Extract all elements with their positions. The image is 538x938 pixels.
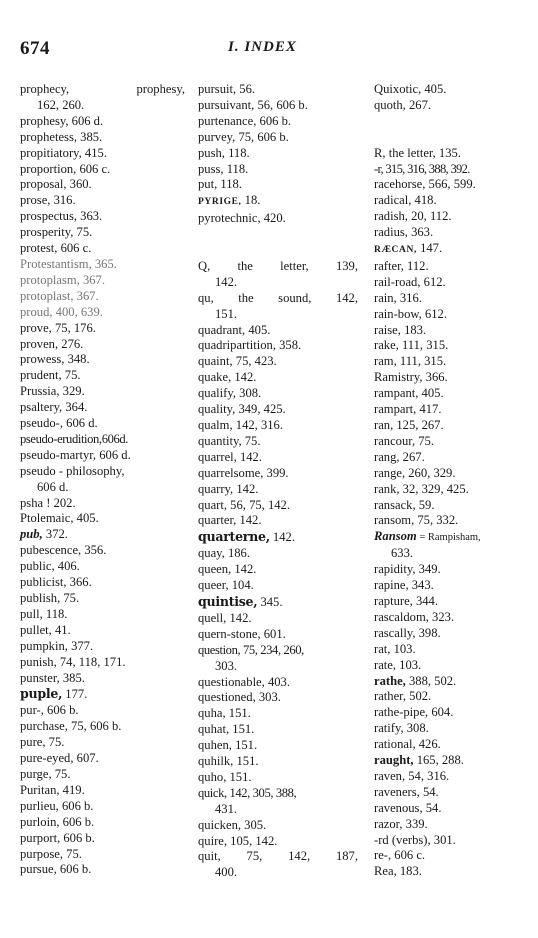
index-entry: ram, 111, 315.: [374, 354, 447, 369]
entry-headword: raught,: [374, 753, 414, 768]
index-entry: [198, 259, 358, 275]
running-title: I. INDEX: [228, 39, 297, 55]
index-entry: ravenous, 54.: [374, 800, 442, 815]
column-spacer: [198, 227, 358, 243]
entry-headword: quintise,: [198, 593, 258, 609]
column-spacer: [198, 243, 358, 259]
index-entry: rafter, 112.: [374, 258, 429, 273]
index-entry: purport, 606 b.: [20, 830, 95, 845]
entry-word: 75,: [246, 849, 263, 864]
index-entry: quarry, 142.: [198, 481, 259, 496]
entry-headword: RÆCAN,: [374, 245, 417, 256]
index-entry: [198, 529, 358, 546]
index-entry: [374, 753, 534, 769]
index-entry: pseudo-erudition,606d.: [20, 431, 129, 446]
index-entry: rapine, 343.: [374, 578, 434, 593]
index-entry-continuation: 633.: [391, 546, 414, 561]
entry-references: 372.: [42, 527, 68, 542]
entry-word: quit,: [198, 849, 221, 864]
entry-word: 142,: [288, 849, 311, 864]
entry-headword: quarterne,: [198, 529, 270, 545]
index-entry: Prussia, 329.: [20, 384, 85, 399]
index-entry-continuation: 151.: [215, 306, 238, 321]
index-entry: pure, 75.: [20, 735, 65, 750]
index-entry: R, the letter, 135.: [374, 145, 461, 160]
index-entry: quell, 142.: [198, 610, 252, 625]
index-entry: purtenance, 606 b.: [198, 113, 292, 128]
index-entry: protoplast, 367.: [20, 288, 99, 303]
index-entry: purloin, 606 b.: [20, 814, 95, 829]
index-entry: rampart, 417.: [374, 402, 442, 417]
index-entry: razor, 339.: [374, 816, 428, 831]
entry-references: 177.: [62, 687, 88, 702]
index-entry: pure-eyed, 607.: [20, 751, 99, 766]
index-entry: rate, 103.: [374, 657, 422, 672]
entry-references: 142.: [269, 530, 295, 545]
index-entry: quick, 142, 305, 388,: [198, 785, 297, 800]
entry-references: 18.: [241, 193, 261, 208]
index-entry: Protestantism, 365.: [20, 256, 117, 271]
index-entry: rain-bow, 612.: [374, 306, 447, 321]
index-entry: prosperity, 75.: [20, 225, 93, 240]
index-entry: proposal, 360.: [20, 177, 92, 192]
index-entry: radius, 363.: [374, 225, 434, 240]
index-entry: rang, 267.: [374, 449, 425, 464]
index-entry: pseudo - philosophy,: [20, 463, 125, 478]
index-entry: psaltery, 364.: [20, 400, 88, 415]
index-entry: proven, 276.: [20, 336, 84, 351]
index-entry: rail-road, 612.: [374, 274, 446, 289]
index-entry: quoth, 267.: [374, 97, 432, 112]
index-entry: raven, 54, 316.: [374, 768, 450, 783]
index-entry-continuation: 606 d.: [37, 479, 69, 494]
entry-headword: puple,: [20, 686, 63, 702]
index-entry: quern-stone, 601.: [198, 626, 286, 641]
index-entry: quarter, 142.: [198, 513, 262, 528]
index-entry: ratify, 308.: [374, 721, 429, 736]
index-entry: re-, 606 c.: [374, 848, 426, 863]
index-entry: quadrant, 405.: [198, 322, 271, 337]
index-entry-continuation: 400.: [215, 865, 238, 880]
entry-word: 187,: [335, 849, 358, 864]
index-entry: [198, 193, 358, 211]
index-entry: puss, 118.: [198, 161, 249, 176]
index-entry: quality, 349, 425.: [198, 402, 286, 417]
index-entry: quho, 151.: [198, 769, 252, 784]
index-entry: rapture, 344.: [374, 593, 438, 608]
index-entry: [20, 686, 185, 703]
index-entry: psha ! 202.: [20, 495, 76, 510]
entry-word: prophecy,: [20, 82, 70, 96]
index-entry: prowess, 348.: [20, 352, 90, 367]
entry-headword: Ransom: [374, 529, 417, 544]
index-entry: [20, 527, 185, 543]
index-entry: purpose, 75.: [20, 846, 82, 861]
index-entry: quire, 105, 142.: [198, 833, 278, 848]
index-entry: prove, 75, 176.: [20, 320, 96, 335]
index-entry: quart, 56, 75, 142.: [198, 497, 290, 512]
index-entry: rathe-pipe, 604.: [374, 705, 454, 720]
index-entry: proud, 400, 639.: [20, 304, 103, 319]
entry-references: 165, 288.: [413, 753, 464, 768]
index-entry: ransom, 75, 332.: [374, 513, 459, 528]
entry-headword: pub,: [20, 527, 43, 542]
index-entry: purchase, 75, 606 b.: [20, 719, 122, 734]
index-entry: pullet, 41.: [20, 622, 71, 637]
index-entry: quaint, 75, 423.: [198, 354, 277, 369]
entry-word: the: [238, 290, 254, 305]
entry-word: qu,: [198, 290, 214, 305]
index-entry: ransack, 59.: [374, 497, 435, 512]
index-entry: quicken, 305.: [198, 817, 267, 832]
index-entry: ran, 125, 267.: [374, 418, 444, 432]
index-entry: radical, 418.: [374, 193, 437, 208]
index-entry: Quixotic, 405.: [374, 82, 447, 96]
index-entry: rational, 426.: [374, 737, 441, 752]
index-entry: rapidity, 349.: [374, 562, 441, 577]
index-entry: [198, 849, 358, 865]
index-entry: raveners, 54.: [374, 784, 439, 799]
index-entry: rain, 316.: [374, 290, 422, 305]
entry-references: 345.: [257, 594, 283, 609]
index-entry: questioned, 303.: [198, 690, 281, 705]
index-entry: prospectus, 363.: [20, 209, 103, 224]
index-entry: punster, 385.: [20, 670, 85, 685]
index-entry: racehorse, 566, 599.: [374, 177, 476, 192]
index-entry: publish, 75.: [20, 591, 80, 605]
index-entry: qualify, 308.: [198, 386, 262, 401]
index-entry: [374, 529, 534, 546]
index-entry: pur-, 606 b.: [20, 703, 79, 718]
index-entry: queen, 142.: [198, 562, 257, 577]
index-entry: [374, 674, 534, 690]
index-entry: Ramistry, 366.: [374, 370, 448, 385]
index-entry: proportion, 606 c.: [20, 161, 111, 176]
index-entry: quhilk, 151.: [198, 754, 259, 769]
index-entry: [20, 82, 185, 98]
index-entry: push, 118.: [198, 145, 250, 160]
entry-word: sound,: [278, 290, 312, 305]
entry-word: prophesy,: [136, 82, 185, 96]
index-entry: pull, 118.: [20, 606, 68, 621]
index-entry-continuation: 303.: [215, 658, 238, 673]
index-entry: public, 406.: [20, 559, 80, 574]
index-entry: Rea, 183.: [374, 864, 422, 879]
index-entry: range, 260, 329.: [374, 465, 456, 480]
entry-word: the: [237, 258, 253, 273]
index-entry-continuation: 431.: [215, 801, 238, 816]
index-entry: publicist, 366.: [20, 575, 92, 590]
index-entry: Ptolemaic, 405.: [20, 511, 99, 526]
index-entry: quhen, 151.: [198, 738, 258, 753]
index-entry: pursue, 606 b.: [20, 862, 92, 877]
index-entry-continuation: 142.: [215, 274, 238, 289]
page-number: 674: [20, 38, 50, 59]
index-entry: [374, 241, 534, 259]
index-entry: purlieu, 606 b.: [20, 798, 94, 813]
index-entry-continuation: 162, 260.: [37, 97, 85, 112]
entry-headword: rathe,: [374, 673, 406, 688]
index-entry: pseudo-, 606 d.: [20, 416, 98, 431]
index-entry: prophetess, 385.: [20, 129, 103, 144]
index-entry: questionable, 403.: [198, 674, 290, 689]
index-entry: purge, 75.: [20, 766, 71, 781]
index-column-1: [20, 82, 185, 878]
index-entry: radish, 20, 112.: [374, 209, 452, 224]
index-entry: quantity, 75.: [198, 433, 261, 448]
index-entry: pseudo-martyr, 606 d.: [20, 447, 131, 462]
entry-word: letter,: [280, 258, 309, 273]
index-entry: rake, 111, 315.: [374, 338, 449, 353]
entry-headword: PYRIGE,: [198, 197, 242, 208]
index-entry: rank, 32, 329, 425.: [374, 481, 469, 496]
index-entry: quarrel, 142.: [198, 449, 262, 464]
entry-word: 139,: [335, 258, 358, 273]
index-entry: prophesy, 606 d.: [20, 113, 104, 128]
index-entry: pursuit, 56.: [198, 82, 256, 96]
index-entry: quhat, 151.: [198, 722, 255, 737]
index-entry: Puritan, 419.: [20, 782, 85, 797]
index-entry: rat, 103.: [374, 641, 416, 656]
index-entry: [198, 594, 358, 611]
index-entry: quake, 142.: [198, 370, 257, 385]
index-entry: quarrelsome, 399.: [198, 465, 289, 480]
index-entry: rascaldom, 323.: [374, 609, 455, 624]
index-entry: prudent, 75.: [20, 368, 81, 383]
index-entry: protest, 606 c.: [20, 241, 92, 256]
index-entry: queer, 104.: [198, 578, 254, 593]
index-entry: put, 118.: [198, 177, 242, 192]
index-entry: propitiatory, 415.: [20, 145, 107, 160]
index-entry: quha, 151.: [198, 706, 251, 721]
index-column-2: [198, 82, 358, 881]
index-entry: pyrotechnic, 420.: [198, 211, 286, 226]
index-entry: -rd (verbs), 301.: [374, 832, 456, 847]
index-entry: quadripartition, 358.: [198, 338, 302, 353]
index-entry: rascally, 398.: [374, 625, 441, 640]
index-entry: rather, 502.: [374, 689, 432, 704]
index-entry: rampant, 405.: [374, 386, 444, 401]
index-entry: qualm, 142, 316.: [198, 418, 284, 432]
index-entry: prose, 316.: [20, 193, 76, 208]
index-entry: purvey, 75, 606 b.: [198, 129, 289, 144]
index-entry: pursuivant, 56, 606 b.: [198, 97, 308, 112]
index-entry: raise, 183.: [374, 322, 427, 337]
entry-word: Q,: [198, 258, 211, 273]
entry-word: 142,: [335, 290, 358, 305]
index-entry: question, 75, 234, 260,: [198, 642, 304, 657]
column-spacer: [374, 114, 534, 130]
index-entry: protoplasm, 367.: [20, 272, 106, 287]
index-entry: rancour, 75.: [374, 433, 434, 448]
index-column-3: [374, 82, 534, 880]
entry-references: 147.: [416, 241, 443, 256]
index-entry: pubescence, 356.: [20, 543, 107, 558]
index-entry: pumpkin, 377.: [20, 638, 94, 653]
index-entry: -r, 315, 316, 388, 392.: [374, 161, 470, 176]
index-entry: [198, 291, 358, 307]
column-spacer: [374, 130, 534, 146]
entry-references: 388, 502.: [405, 673, 457, 688]
index-entry: quay, 186.: [198, 546, 250, 561]
index-entry: punish, 74, 118, 171.: [20, 654, 126, 669]
entry-references: = Rampisham,: [416, 532, 481, 544]
